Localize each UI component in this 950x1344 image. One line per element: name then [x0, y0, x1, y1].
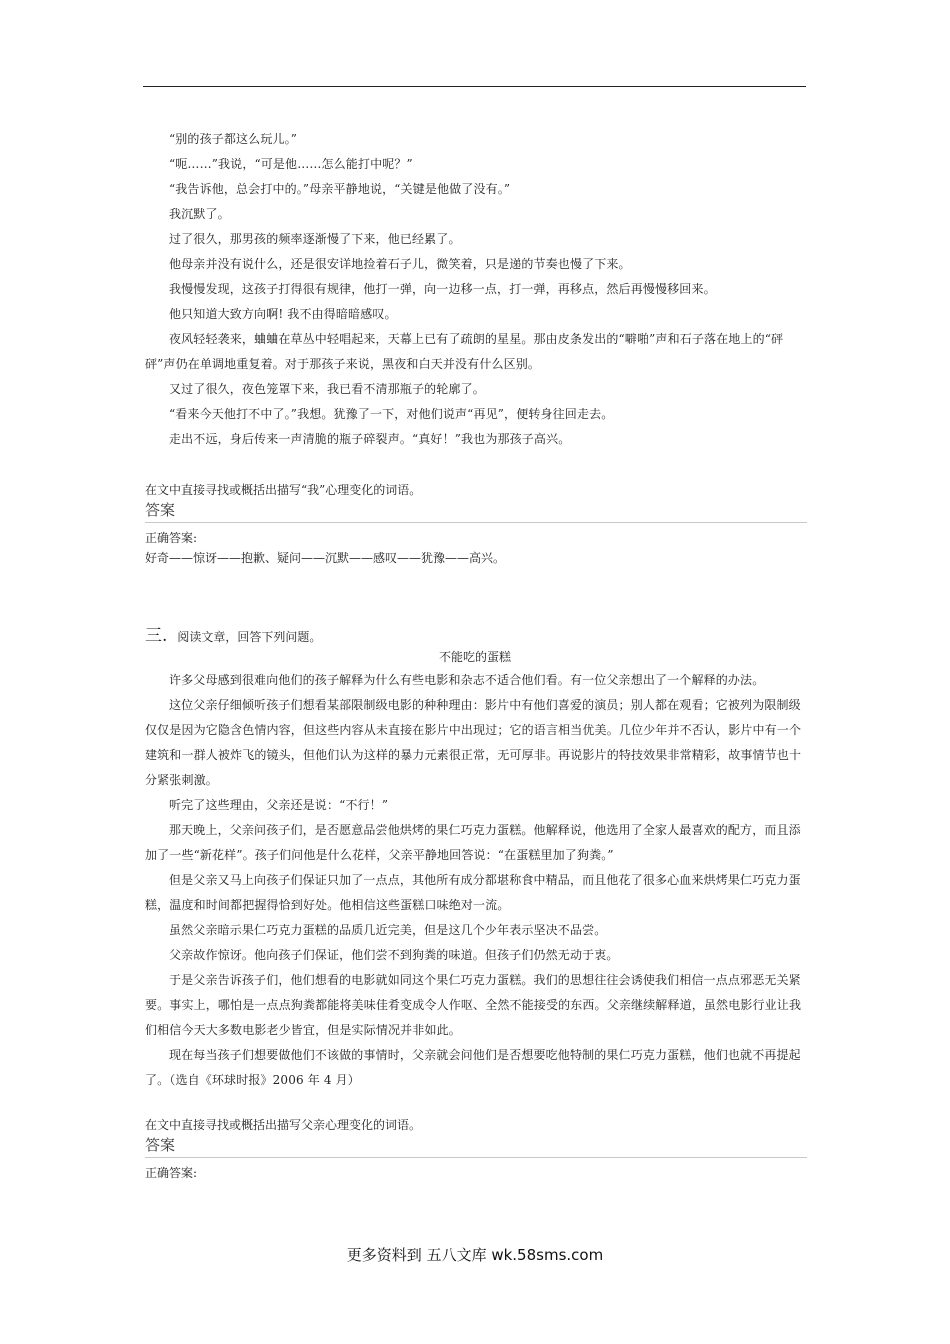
passage-1: [145, 127, 805, 452]
paragraph: “别的孩子都这么玩儿。”: [169, 132, 298, 146]
paragraph: “呃……”我说，“可是他……怎么能打中呢？”: [169, 157, 413, 171]
answer-divider: [145, 1157, 807, 1158]
answer-heading: 答案: [145, 501, 176, 519]
paragraph: 虽然父亲暗示果仁巧克力蛋糕的品质几近完美，但是这几个少年表示坚决不品尝。: [169, 923, 607, 937]
passage-2: [145, 668, 805, 1093]
paragraph: 现在每当孩子们想要做他们不该做的事情时，父亲就会问他们是否想要吃他特制的果仁巧克力蛋糕，他们也就不再提起了。（选自《环球时报》2006 年 4 月）: [145, 1048, 801, 1087]
section-instruction: 阅读文章，回答下列问题。: [177, 630, 322, 644]
paragraph: 他母亲并没有说什么，还是很安详地捡着石子儿，微笑着，只是递的节奏也慢了下来。: [169, 257, 631, 271]
paragraph: “看来今天他打不中了。”我想。犹豫了一下，对他们说声“再见”，便转身往回走去。: [169, 407, 614, 421]
footer-link[interactable]: 更多资料到 五八文库 wk.58sms.com: [346, 1246, 604, 1264]
paragraph: 我慢慢发现，这孩子打得很有规律，他打一弹，向一边移一点，打一弹，再移点，然后再慢慢移回来。: [169, 282, 716, 296]
header-rule: [143, 86, 806, 87]
answer-label: 正确答案:: [145, 531, 198, 545]
paragraph: 听完了这些理由，父亲还是说：“不行！”: [169, 798, 389, 812]
paragraph: 但是父亲又马上向孩子们保证只加了一点点，其他所有成分都堪称食中精品，而且他花了很多心血来烘烤果仁巧克力蛋糕，温度和时间都把握得恰到好处。他相信这些蛋糕口味绝对一流。: [145, 873, 801, 912]
document-body: [145, 127, 805, 1182]
paragraph: “我告诉他，总会打中的。”母亲平静地说，“关键是他做了没有。”: [169, 182, 511, 196]
paragraph: 于是父亲告诉孩子们，他们想看的电影就如同这个果仁巧克力蛋糕。我们的思想往往会诱使我们相信一点点邪恶无关紧要。事实上，哪怕是一点点狗粪都能将美味佳肴变成令人作呕、全然不能接受的东西。父亲继续解释道，虽然电影行业让我们相信今天大多数电影老少皆宜，但是实际情况并非如此。: [145, 973, 802, 1037]
section-3-heading: [145, 621, 805, 646]
question-2: 在文中直接寻找或概括出描写父亲心理变化的词语。: [145, 1118, 422, 1132]
answer-text: 好奇——惊讶——抱歉、疑问——沉默——感叹——犹豫——高兴。: [145, 551, 506, 565]
question-1: 在文中直接寻找或概括出描写“我”心理变化的词语。: [145, 483, 422, 497]
paragraph: 我沉默了。: [169, 207, 230, 221]
paragraph: 那天晚上，父亲问孩子们，是否愿意品尝他烘烤的果仁巧克力蛋糕。他解释说，他选用了全家人最喜欢的配方，而且添加了一些“新花样”。孩子们问他是什么花样，父亲平静地回答说：“在蛋糕里加了狗粪。”: [145, 823, 801, 862]
paragraph: 许多父母感到很难向他们的孩子解释为什么有些电影和杂志不适合他们看。有一位父亲想出了一个解释的办法。: [169, 673, 765, 687]
article-title: 不能吃的蛋糕: [438, 650, 511, 664]
paragraph: 他只知道大致方向啊! 我不由得暗暗感叹。: [169, 307, 397, 321]
section-number: 三.: [145, 626, 168, 646]
paragraph: 过了很久，那男孩的频率逐渐慢了下来，他已经累了。: [169, 232, 461, 246]
paragraph: 父亲故作惊讶。他向孩子们保证，他们尝不到狗粪的味道。但孩子们仍然无动于衷。: [169, 948, 619, 962]
answer-heading: 答案: [145, 1136, 176, 1154]
paragraph: 又过了很久，夜色笼罩下来，我已看不清那瓶子的轮廓了。: [169, 382, 485, 396]
answer-divider: [145, 522, 807, 523]
paragraph: 这位父亲仔细倾听孩子们想看某部限制级电影的种种理由：影片中有他们喜爱的演员；别人都在观看；它被列为限制级仅仅是因为它隐含色情内容，但这些内容从未直接在影片中出现过；它的语言相当优美。几位少年并不否认，影片中有一个建筑和一群人被炸飞的镜头，但他们认为这样的暴力元素很正常，无可厚非。再说影片的特技效果非常精彩，故事情节也十分紧张刺激。: [145, 698, 802, 787]
answer-label: 正确答案:: [145, 1166, 198, 1180]
paragraph: 走出不远，身后传来一声清脆的瓶子碎裂声。“真好！”我也为那孩子高兴。: [169, 432, 571, 446]
paragraph: 夜风轻轻袭来，蛐蛐在草丛中轻唱起来，天幕上已有了疏朗的星星。那由皮条发出的“噼啪”声和石子落在地上的“砰砰”声仍在单调地重复着。对于那孩子来说，黑夜和白天并没有什么区别。: [145, 332, 784, 371]
